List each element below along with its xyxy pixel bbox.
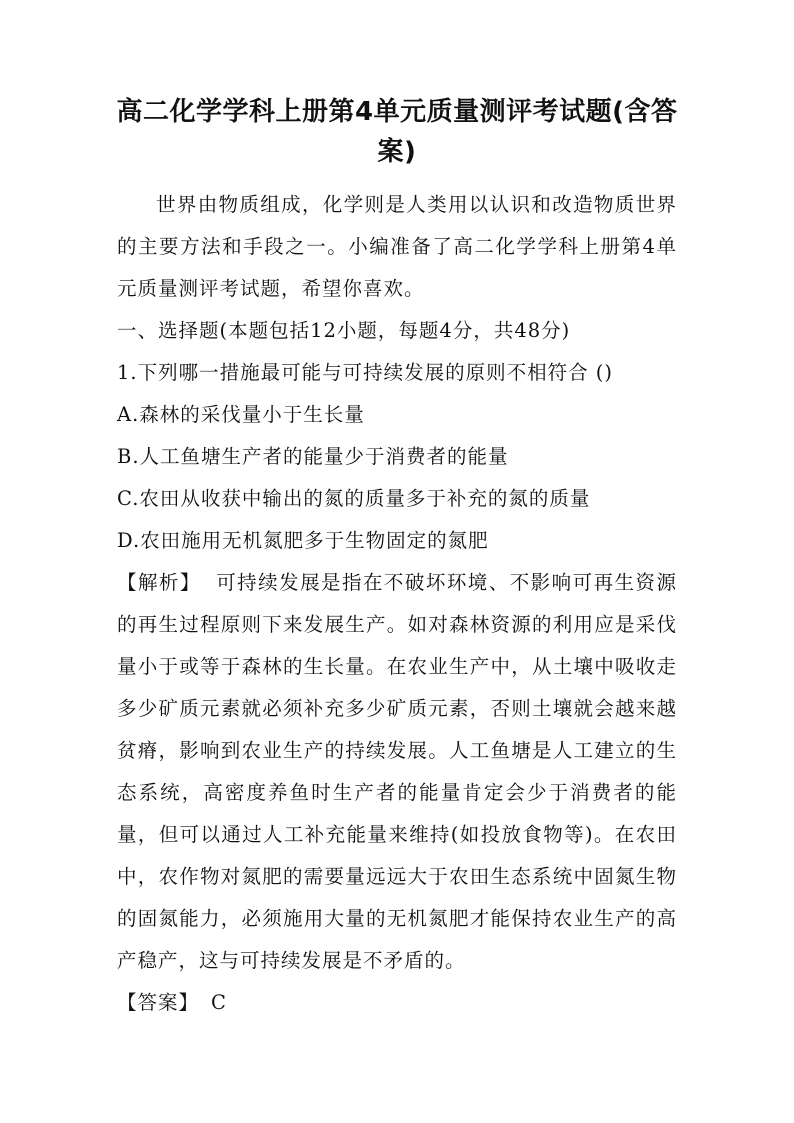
answer-label: 【答案】 xyxy=(117,991,200,1014)
answer-line xyxy=(117,982,677,1024)
analysis-label: 【解析】 xyxy=(117,571,201,594)
section-heading: 一、选择题(本题包括12小题，每题4分，共48分) xyxy=(117,319,571,342)
document-title: 高二化学学科上册第4单元质量测评考试题(含答案) xyxy=(116,97,678,167)
intro-paragraph: 世界由物质组成，化学则是人类用以认识和改造物质世界的主要方法和手段之一。小编准备了高二化学学科上册第4单元质量测评考试题，希望你喜欢。 xyxy=(117,193,677,300)
document-page xyxy=(117,92,677,1024)
answer-value: C xyxy=(211,991,227,1014)
option-a: A.森林的采伐量小于生长量 xyxy=(117,403,365,426)
analysis-text: 可持续发展是指在不破坏环境、不影响可再生资源的再生过程原则下来发展生产。如对森林资源的利用应是采伐量小于或等于森林的生长量。在农业生产中，从土壤中吸收走多少矿质元素就必须补充多少矿质元素，否则土壤就会越来越贫瘠，影响到农业生产的持续发展。人工鱼塘是人工建立的生态系统，高密度养鱼时生产者的能量肯定会少于消费者的能量，但可以通过人工补充能量来维持(如投放食物等)。在农田中，农作物对氮肥的需要量远远大于农田生态系统中固氮生物的固氮能力，必须施用大量的无机氮肥才能保持农业生产的高产稳产，这与可持续发展是不矛盾的。 xyxy=(117,571,677,972)
option-d: D.农田施用无机氮肥多于生物固定的氮肥 xyxy=(117,529,489,552)
question-stem: 1.下列哪一措施最可能与可持续发展的原则不相符合 () xyxy=(117,361,614,384)
option-b: B.人工鱼塘生产者的能量少于消费者的能量 xyxy=(117,445,509,468)
analysis-paragraph xyxy=(117,562,677,982)
option-c: C.农田从收获中输出的氮的质量多于补充的氮的质量 xyxy=(117,487,591,510)
